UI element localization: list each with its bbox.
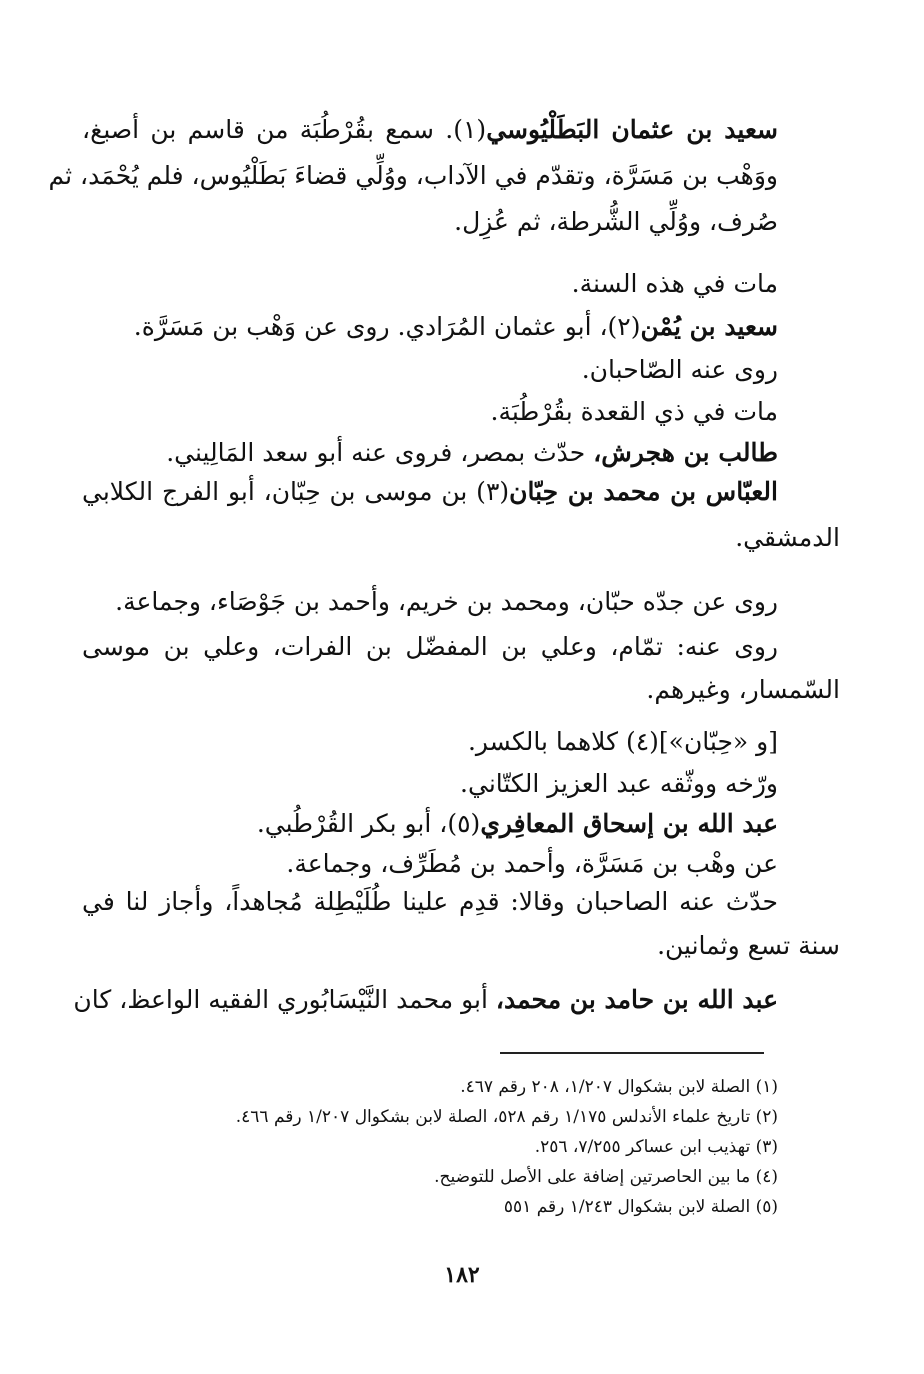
entry-name: العبّاس بن محمد بن حِبّان	[509, 477, 778, 506]
entry-line	[166, 431, 778, 475]
footnote: (٤) ما بين الحاصرتين إضافة على الأصل للتوضيح.	[434, 1167, 778, 1187]
entry-line: روى عنه: تمّام، وعلي بن المفضّل بن الفرات، وعلي بن موسى	[82, 632, 778, 661]
footnote-separator	[500, 1052, 764, 1054]
entry-name: طالب بن هجرش،	[593, 438, 778, 467]
entry-text: (١). سمع بقُرْطُبَة من قاسم بن أصبغ،	[82, 115, 487, 144]
entry-line: ووَهْب بن مَسَرَّة، وتقدّم في الآداب، ووُلِّي قضاءَ بَطَلْيُوس، فلم يُحْمَد، ثم	[48, 161, 778, 190]
entry-line: ورّخه ووثّقه عبد العزيز الكتّاني.	[460, 769, 778, 798]
entry-text: حدّث بمصر، فروى عنه أبو سعد المَالِيني.	[166, 438, 586, 467]
entry-text: أبو محمد النَّيْسَابُوري الفقيه الواعظ، كان	[73, 985, 488, 1014]
entry-line: السّمسار، وغيرهم.	[646, 675, 840, 704]
entry-line: عن وهْب بن مَسَرَّة، وأحمد بن مُطَرِّف، وجماعة.	[286, 849, 778, 878]
page-number: ١٨٢	[444, 1262, 480, 1288]
entry-line: مات في ذي القعدة بقُرْطُبَة.	[490, 397, 778, 426]
entry-name: سعيد بن يُمْن	[640, 312, 778, 341]
entry-text: (٥)، أبو بكر القُرْطُبي.	[256, 809, 481, 838]
entry-line: روى عن جدّه حبّان، ومحمد بن خريم، وأحمد بن جَوْصَاء، وجماعة.	[115, 587, 778, 616]
footnote: (١) الصلة لابن بشكوال ١/٢٠٧، ٢٠٨ رقم ٤٦٧.	[460, 1077, 778, 1097]
entry-name: سعيد بن عثمان البَطَلْيُوسي	[486, 115, 778, 144]
entry-line	[257, 802, 778, 846]
entry-name: عبد الله بن إسحاق المعافِري	[480, 809, 778, 838]
entry-line	[73, 978, 778, 1022]
footnote: (٢) تاريخ علماء الأندلس ١/١٧٥ رقم ٥٢٨، الصلة لابن بشكوال ١/٢٠٧ رقم ٤٦٦.	[235, 1107, 778, 1127]
entry-line	[134, 305, 778, 349]
entry-line: مات في هذه السنة.	[571, 269, 778, 298]
entry-line	[82, 470, 778, 514]
entry-line: روى عنه الصّاحبان.	[581, 355, 778, 384]
entry-line: سنة تسع وثمانين.	[657, 931, 840, 960]
entry-line: حدّث عنه الصاحبان وقالا: قدِم علينا طُلَيْطِلة مُجاهداً، وأجاز لنا في	[82, 887, 778, 916]
footnote: (٥) الصلة لابن بشكوال ١/٢٤٣ رقم ٥٥١	[503, 1197, 778, 1217]
footnote: (٣) تهذيب ابن عساكر ٧/٢٥٥، ٢٥٦.	[534, 1137, 778, 1157]
entry-line: الدمشقي.	[735, 523, 840, 552]
entry-text: (٣) بن موسى بن حِبّان، أبو الفرج الكلابي	[82, 477, 510, 506]
entry-line	[82, 108, 778, 152]
entry-line: صُرف، ووُلِّي الشُّرطة، ثم عُزِل.	[454, 207, 778, 236]
entry-text: (٢)، أبو عثمان المُرَادي. روى عن وَهْب بن مَسَرَّة.	[133, 312, 641, 341]
entry-name: عبد الله بن حامد بن محمد،	[495, 985, 778, 1014]
entry-line: [و «حِبّان»](٤) كلاهما بالكسر.	[467, 727, 778, 756]
